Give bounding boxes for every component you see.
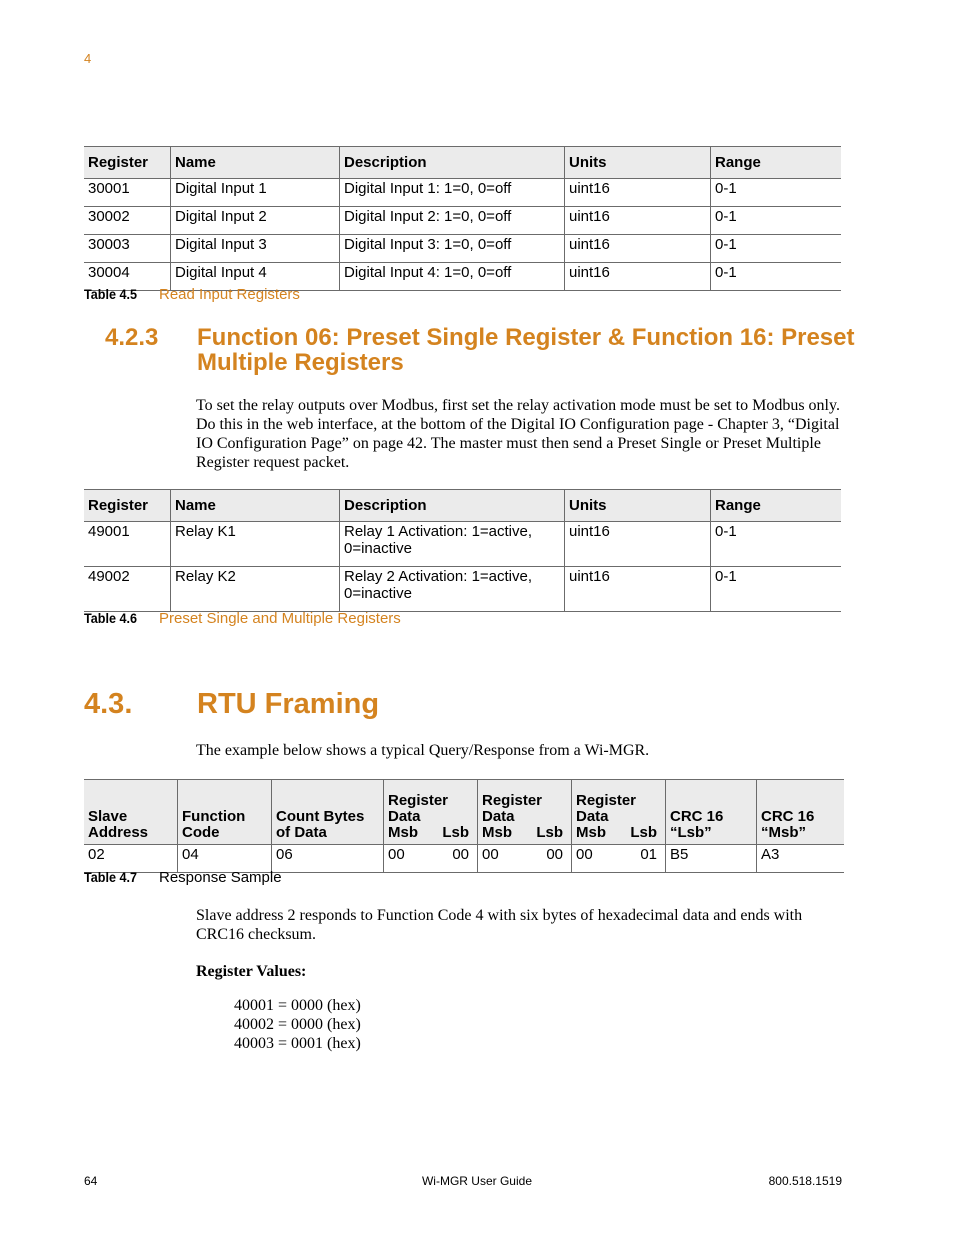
table-row	[84, 522, 841, 567]
column-header: Units	[565, 147, 711, 179]
footer-doc-title: Wi-MGR User Guide	[421, 1174, 532, 1188]
body-paragraph: Slave address 2 responds to Function Code 4 with six bytes of hexadecimal data and ends with CRC16 checksum.	[196, 907, 803, 943]
table-cell: B5	[666, 845, 757, 873]
table-cell: Digital Input 1: 1=0, 0=off	[340, 179, 565, 207]
table-cell	[572, 845, 666, 873]
table-cell: Relay 1 Activation: 1=active, 0=inactive	[340, 522, 565, 567]
preset-registers-table	[84, 489, 841, 612]
table-cell: Digital Input 2	[171, 207, 340, 235]
section-number: 4.2.3	[105, 324, 159, 351]
table-cell: Digital Input 1	[171, 179, 340, 207]
column-header: Register	[84, 490, 171, 522]
caption-label: Table 4.5	[84, 286, 138, 302]
table-cell: 02	[84, 845, 178, 873]
table-cell: Relay K2	[171, 567, 340, 612]
register-value	[576, 846, 661, 863]
table-cell: Relay 2 Activation: 1=active, 0=inactive	[340, 567, 565, 612]
table-cell	[478, 845, 572, 873]
crc-msb-label: CRC 16 “Msb”	[761, 808, 815, 841]
column-header: Slave Address	[84, 780, 178, 845]
table-cell: 0-1	[711, 235, 842, 263]
table-row	[84, 179, 841, 207]
list-item: 40003 = 0001 (hex)	[234, 1035, 361, 1052]
table-cell: Digital Input 3	[171, 235, 340, 263]
chapter-number: 4	[84, 51, 92, 66]
column-header: Name	[171, 490, 340, 522]
column-header: Name	[171, 147, 340, 179]
table-header-row	[84, 780, 844, 845]
table-cell: Digital Input 4: 1=0, 0=off	[340, 263, 565, 291]
column-header: Description	[340, 490, 565, 522]
table-cell: Digital Input 2: 1=0, 0=off	[340, 207, 565, 235]
section-title: Function 06: Preset Single Register & Function 16: Preset Multiple Registers	[197, 324, 855, 376]
table-cell: 30001	[84, 179, 171, 207]
table-cell: uint16	[565, 235, 711, 263]
table-cell: 30003	[84, 235, 171, 263]
table-header-row	[84, 147, 841, 179]
table-cell: 06	[272, 845, 384, 873]
section-heading	[84, 688, 380, 721]
column-header	[478, 780, 572, 845]
msb-label: Msb	[576, 824, 606, 841]
table-cell: uint16	[565, 207, 711, 235]
msb-lsb-labels	[576, 825, 661, 841]
lsb-value: 00	[546, 846, 563, 863]
table-cell: Digital Input 4	[171, 263, 340, 291]
table-cell: Digital Input 3: 1=0, 0=off	[340, 235, 565, 263]
register-data-label: Register Data	[482, 792, 543, 825]
register-values-heading: Register Values:	[196, 963, 307, 980]
table-cell: uint16	[565, 567, 711, 612]
body-paragraph: The example below shows a typical Query/Response from a Wi-MGR.	[196, 742, 650, 759]
table-caption	[84, 869, 282, 886]
caption-link[interactable]: Read Input Registers	[159, 286, 300, 303]
table-header-row	[84, 490, 841, 522]
table-row	[84, 235, 841, 263]
msb-lsb-labels	[482, 825, 567, 841]
column-header	[384, 780, 478, 845]
table-cell: 04	[178, 845, 272, 873]
table-cell: 0-1	[711, 207, 842, 235]
msb-value: 00	[388, 846, 405, 863]
register-value	[388, 846, 473, 863]
caption-text: Response Sample	[159, 869, 282, 886]
section-title: RTU Framing	[197, 688, 380, 720]
list-item: 40001 = 0000 (hex)	[234, 997, 361, 1014]
table-cell: A3	[757, 845, 845, 873]
table-cell: 0-1	[711, 179, 842, 207]
table-cell: 0-1	[711, 263, 842, 291]
caption-label: Table 4.7	[84, 869, 138, 885]
caption-link[interactable]: Preset Single and Multiple Registers	[159, 610, 401, 627]
register-value	[482, 846, 567, 863]
column-header: Register	[84, 147, 171, 179]
lsb-value: 01	[640, 846, 657, 863]
register-values-list	[234, 996, 361, 1053]
lsb-value: 00	[452, 846, 469, 863]
column-header: Description	[340, 147, 565, 179]
table-cell: 49002	[84, 567, 171, 612]
table-row	[84, 207, 841, 235]
table-cell: uint16	[565, 522, 711, 567]
column-header	[666, 780, 757, 845]
column-header: Count Bytes of Data	[272, 780, 384, 845]
column-header: Range	[711, 490, 842, 522]
read-input-registers-table	[84, 146, 841, 291]
body-paragraph: To set the relay outputs over Modbus, first set the relay activation mode must be set to Modbus only. Do this in the web interface, at the bottom of the Digital IO Configuration page - Chapter 3, “Digital IO Configuration Page” on page 42. The master must then send a Preset Single or Preset Multiple Register request packet.	[196, 397, 840, 471]
table-cell: 0-1	[711, 522, 842, 567]
lsb-label: Lsb	[536, 824, 563, 841]
section-number: 4.3.	[84, 688, 133, 720]
msb-value: 00	[482, 846, 499, 863]
table-cell: uint16	[565, 263, 711, 291]
lsb-label: Lsb	[630, 824, 657, 841]
table-caption	[84, 610, 401, 627]
column-header: Function Code	[178, 780, 272, 845]
column-header	[757, 780, 845, 845]
footer-page-number: 64	[84, 1174, 98, 1188]
table-cell: 30002	[84, 207, 171, 235]
table-caption	[84, 286, 300, 303]
msb-lsb-labels	[388, 825, 473, 841]
lsb-label: Lsb	[442, 824, 469, 841]
msb-label: Msb	[482, 824, 512, 841]
table-cell	[384, 845, 478, 873]
table-cell: 0-1	[711, 567, 842, 612]
response-sample-table	[84, 779, 844, 873]
table-cell: 49001	[84, 522, 171, 567]
table-row	[84, 567, 841, 612]
table-cell: 30004	[84, 263, 171, 291]
table-cell: uint16	[565, 179, 711, 207]
column-header: Units	[565, 490, 711, 522]
column-header: Range	[711, 147, 842, 179]
list-item: 40002 = 0000 (hex)	[234, 1016, 361, 1033]
register-data-label: Register Data	[388, 792, 449, 825]
caption-label: Table 4.6	[84, 610, 138, 626]
column-header	[572, 780, 666, 845]
register-data-label: Register Data	[576, 792, 637, 825]
msb-value: 00	[576, 846, 593, 863]
table-cell: Relay K1	[171, 522, 340, 567]
footer-phone: 800.518.1519	[768, 1174, 842, 1188]
crc-lsb-label: CRC 16 “Lsb”	[670, 808, 724, 841]
msb-label: Msb	[388, 824, 418, 841]
